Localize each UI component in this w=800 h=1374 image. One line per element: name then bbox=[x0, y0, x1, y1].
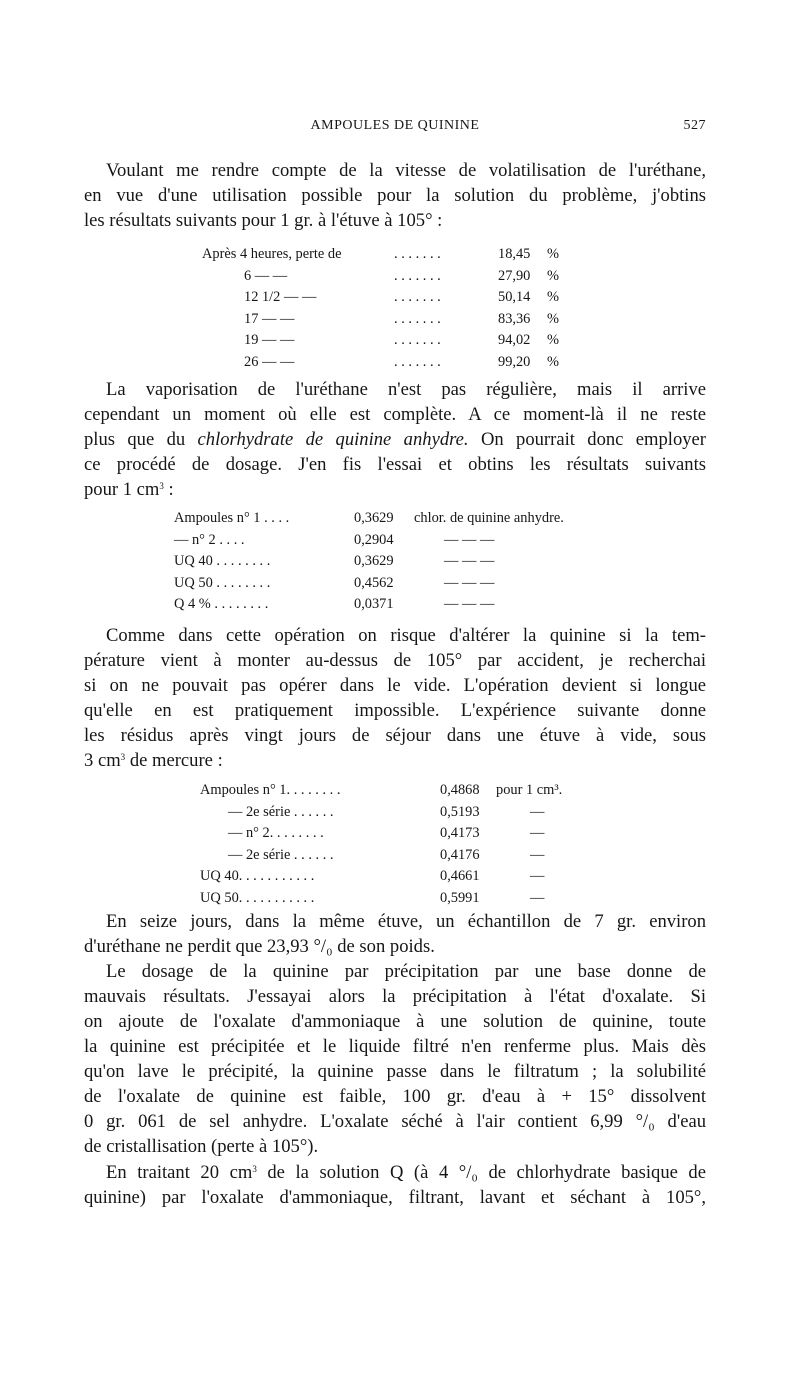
running-title: AMPOULES DE QUININE bbox=[310, 118, 480, 133]
table-cell-label: UQ 50. . . . . . . . . . . bbox=[200, 889, 315, 906]
table-cell-value: 0,5991 bbox=[440, 889, 480, 906]
text-line: on ajoute de l'oxalate d'ammoniaque à une solution de quinine, toute bbox=[84, 1011, 706, 1032]
table-cell-value: 99,20 bbox=[498, 353, 531, 370]
text-line: En seize jours, dans la même étuve, un échantillon de 7 gr. environ bbox=[106, 911, 706, 932]
text-span: plus que du bbox=[84, 429, 186, 450]
text-line: les résidus après vingt jours de séjour dans une étuve à vide, sous bbox=[84, 725, 706, 746]
table-cell-note: — bbox=[530, 868, 545, 885]
text-line: qu'on lave le précipité, la quinine passe dans le filtratum ; la solubilité bbox=[84, 1061, 706, 1082]
table-cell-label: — n° 2. . . . . . . . bbox=[228, 825, 324, 842]
text-line: 0 gr. 061 de sel anhydre. L'oxalate séché à l'air contient 6,99 °/₀ d'eau bbox=[84, 1111, 706, 1132]
table-cell-note: — bbox=[530, 825, 545, 842]
table-cell-value: 0,0371 bbox=[354, 596, 394, 613]
table-cell-note: — — — bbox=[444, 531, 495, 548]
table-row bbox=[202, 309, 622, 331]
table-cell-value: 0,4562 bbox=[354, 574, 394, 591]
text-line: qu'elle en est pratiquement impossible. L'expérience suivante donne bbox=[84, 700, 706, 721]
table-cell-note: chlor. de quinine anhydre. bbox=[414, 510, 564, 526]
table-cell-note: — bbox=[530, 889, 545, 906]
text-line: Comme dans cette opération on risque d'altérer la quinine si la tem- bbox=[106, 625, 706, 646]
table-cell-value: 0,4661 bbox=[440, 868, 480, 885]
table-cell-value: 0,4173 bbox=[440, 825, 480, 842]
table-urethane-loss bbox=[202, 244, 622, 374]
table-cell-note: — — — bbox=[444, 596, 495, 613]
table-cell-value: 0,3629 bbox=[354, 510, 394, 526]
table-ampoules-chlorhydrate bbox=[174, 508, 634, 616]
page-number: 527 bbox=[683, 118, 706, 133]
table-cell-value: 50,14 bbox=[498, 289, 531, 306]
text-line: pérature vient à monter au-dessus de 105° par accident, je recherchai bbox=[84, 650, 706, 671]
table-cell-dots: . . . . . . . bbox=[394, 267, 441, 284]
table-cell-dots: . . . . . . . bbox=[394, 353, 441, 370]
table-cell-label: — n° 2 . . . . bbox=[174, 531, 245, 548]
table-cell-dots: . . . . . . . bbox=[394, 332, 441, 349]
table-cell-unit: % bbox=[547, 289, 559, 306]
table-cell-dots: . . . . . . . bbox=[394, 246, 441, 262]
table-cell-value: 94,02 bbox=[498, 332, 531, 349]
text-span: de mercure : bbox=[125, 750, 223, 771]
text-line: quinine) par l'oxalate d'ammoniaque, filtrant, lavant et séchant à 105°, bbox=[84, 1187, 706, 1208]
text-line bbox=[84, 477, 706, 502]
text-line: si on ne pouvait pas opérer dans le vide. L'opération devient si longue bbox=[84, 675, 706, 696]
table-row bbox=[202, 266, 622, 288]
paragraph-vacuum bbox=[84, 623, 706, 773]
table-cell-note: — — — bbox=[444, 553, 495, 570]
text-span: de la solution Q (à 4 °/₀ de chlorhydrate basique de bbox=[256, 1162, 706, 1183]
text-line-with-italic bbox=[84, 427, 706, 452]
table-cell-label: UQ 40. . . . . . . . . . . bbox=[200, 868, 315, 885]
table-ampoules-vacuum bbox=[200, 780, 620, 910]
text-line: Le dosage de la quinine par précipitation par une base donne de bbox=[106, 961, 706, 982]
table-cell-label: UQ 40 . . . . . . . . bbox=[174, 553, 271, 570]
table-cell-label: 6 — — bbox=[244, 267, 288, 284]
superscript: 3 bbox=[159, 481, 164, 491]
table-cell-label: 17 — — bbox=[244, 310, 295, 327]
table-row bbox=[174, 508, 634, 530]
table-cell-label: Ampoules n° 1 . . . . bbox=[174, 510, 290, 526]
table-cell-label: Après 4 heures, perte de bbox=[202, 246, 342, 262]
table-cell-label: — 2e série . . . . . . bbox=[228, 803, 334, 820]
superscript: 3 bbox=[120, 752, 126, 762]
table-cell-value: 0,3629 bbox=[354, 553, 394, 570]
table-row bbox=[200, 845, 620, 867]
superscript: 3 bbox=[252, 1164, 257, 1174]
table-row bbox=[174, 594, 634, 616]
table-cell-label: Ampoules n° 1. . . . . . . . bbox=[200, 782, 341, 798]
table-cell-unit: % bbox=[547, 310, 559, 327]
table-cell-value: 0,4868 bbox=[440, 782, 480, 798]
text-line: La vaporisation de l'uréthane n'est pas régulière, mais il arrive bbox=[106, 379, 706, 400]
table-cell-label: — 2e série . . . . . . bbox=[228, 846, 334, 863]
text-line: la quinine est précipitée et le liquide filtré n'en renferme plus. Mais dès bbox=[84, 1036, 706, 1057]
text-span: On pourrait donc employer bbox=[480, 429, 706, 450]
table-row bbox=[202, 330, 622, 352]
text-line bbox=[84, 1160, 706, 1185]
table-row bbox=[200, 780, 620, 802]
table-row bbox=[174, 551, 634, 573]
paragraph-seize-jours bbox=[84, 909, 706, 959]
text-line: ce procédé de dosage. J'en fis l'essai et obtins les résultats suivants bbox=[84, 454, 706, 475]
table-cell-unit: % bbox=[547, 267, 559, 284]
text-line: cependant un moment où elle est complète. A ce moment-là il ne reste bbox=[84, 404, 706, 425]
table-cell-unit: % bbox=[547, 332, 559, 349]
table-cell-note: — — — bbox=[444, 574, 495, 591]
table-row bbox=[200, 823, 620, 845]
table-cell-note: — bbox=[530, 803, 545, 820]
text-line: en vue d'une utilisation possible pour la solution du problème, j'obtins bbox=[84, 185, 706, 206]
table-cell-label: 19 — — bbox=[244, 332, 295, 349]
text-line: d'uréthane ne perdit que 23,93 °/₀ de son poids. bbox=[84, 936, 435, 957]
text-line: les résultats suivants pour 1 gr. à l'étuve à 105° : bbox=[84, 210, 443, 231]
table-cell-dots: . . . . . . . bbox=[394, 289, 441, 306]
table-cell-label: UQ 50 . . . . . . . . bbox=[174, 574, 271, 591]
table-row bbox=[200, 888, 620, 910]
table-row bbox=[202, 287, 622, 309]
table-row bbox=[202, 244, 622, 266]
running-header bbox=[84, 118, 706, 138]
paragraph-traitant bbox=[84, 1160, 706, 1210]
table-cell-dots: . . . . . . . bbox=[394, 310, 441, 327]
text-line: mauvais résultats. J'essayai alors la précipitation à l'état d'oxalate. Si bbox=[84, 986, 706, 1007]
paragraph-dosage-oxalate bbox=[84, 959, 706, 1159]
table-cell-label: 26 — — bbox=[244, 353, 295, 370]
table-cell-note: — bbox=[530, 846, 545, 863]
table-row bbox=[200, 802, 620, 824]
text-span: En traitant 20 cm bbox=[106, 1162, 253, 1183]
text-line bbox=[84, 748, 706, 773]
table-cell-value: 0,2904 bbox=[354, 531, 394, 548]
table-cell-value: 83,36 bbox=[498, 310, 531, 327]
text-span: : bbox=[163, 479, 174, 500]
table-cell-note: pour 1 cm³. bbox=[496, 782, 563, 798]
table-row bbox=[202, 352, 622, 374]
table-cell-value: 27,90 bbox=[498, 267, 531, 284]
text-span: pour 1 cm bbox=[84, 479, 160, 500]
table-cell-unit: % bbox=[547, 353, 559, 370]
table-cell-value: 18,45 bbox=[498, 246, 531, 262]
paragraph-volatilisation-intro bbox=[84, 158, 706, 233]
italic-term: chlorhydrate de quinine anhydre. bbox=[197, 429, 469, 450]
table-row bbox=[200, 866, 620, 888]
table-cell-value: 0,5193 bbox=[440, 803, 480, 820]
table-cell-label: 12 1/2 — — bbox=[244, 289, 317, 306]
table-cell-value: 0,4176 bbox=[440, 846, 480, 863]
table-cell-unit: % bbox=[547, 246, 559, 262]
text-line: de cristallisation (perte à 105°). bbox=[84, 1136, 319, 1157]
text-line: Voulant me rendre compte de la vitesse de volatilisation de l'uréthane, bbox=[106, 160, 706, 181]
table-cell-label: Q 4 % . . . . . . . . bbox=[174, 596, 269, 613]
text-line: de l'oxalate de quinine est faible, 100 gr. d'eau à + 15° dissolvent bbox=[84, 1086, 706, 1107]
text-span: 3 cm bbox=[84, 750, 121, 771]
paragraph-vaporisation bbox=[84, 377, 706, 502]
table-row bbox=[174, 573, 634, 595]
table-row bbox=[174, 530, 634, 552]
